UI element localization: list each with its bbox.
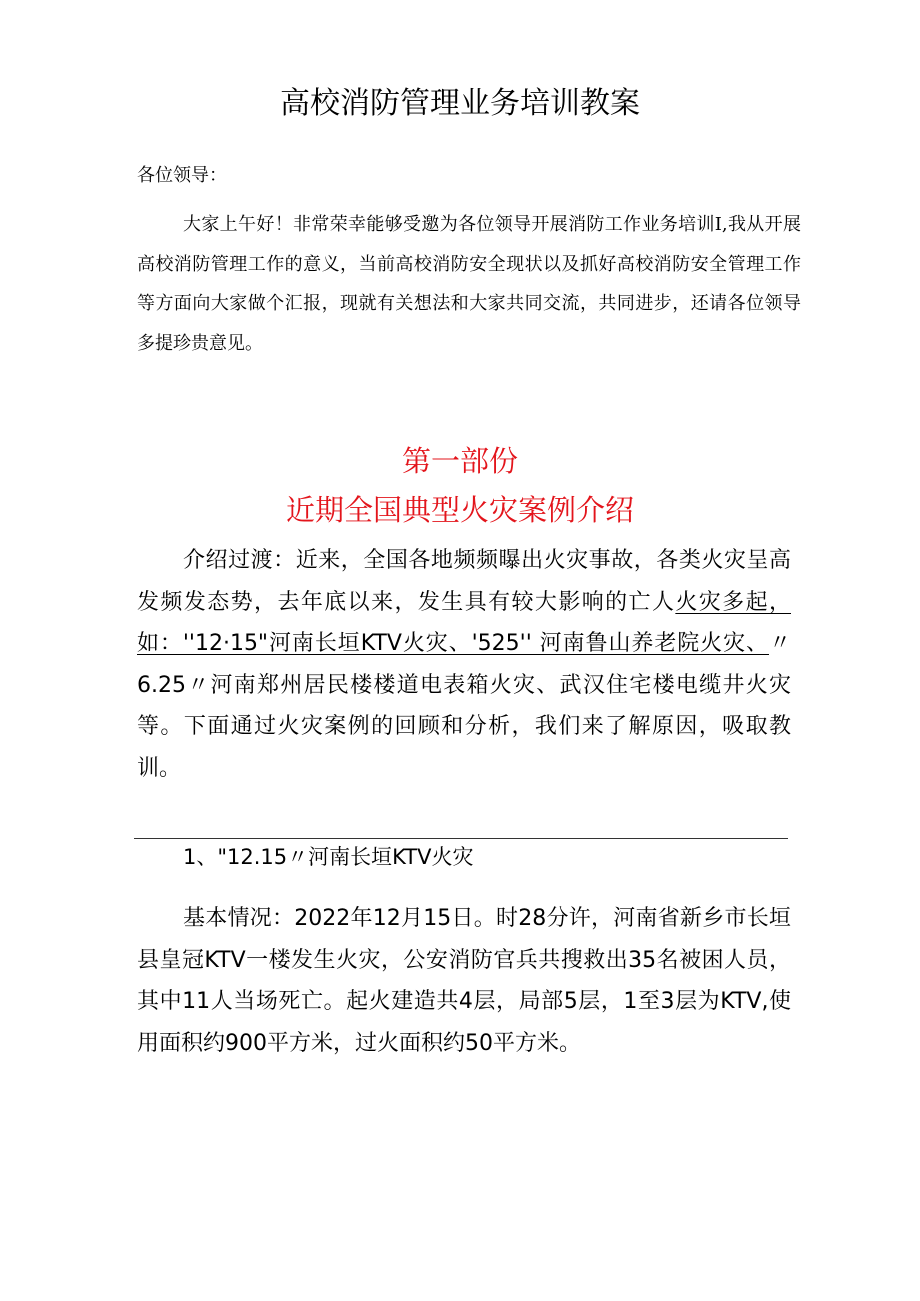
document-title: 高校消防管理业务培训教案 (280, 86, 640, 121)
part-name-heading: 近期全国典型火灾案例介绍 (285, 493, 634, 527)
part-number-heading: 第一部份 (401, 444, 518, 478)
transition-text-before: 介绍过渡：近来，全国各地频频曝出火灾事故，各类火灾呈高发频发态势，去年底以来，发生具有较大影响的亡人 (137, 548, 791, 615)
intro-paragraph: 大家上午好！非常荣幸能够受邀为各位领导开展消防工作业务培训I,我从开展高校消防管理工作的意义，当前高校消防安全现状以及抓好高校消防安全管理工作等方面向大家做个汇报，现就有关想法和大家共同交流，共同进步，还请各位领导多提珍贵意见。 (137, 214, 801, 354)
case-1-heading: 1、"12.15〃河南长垣KTV火灾 (183, 845, 474, 869)
transition-text-after: 〃6.25〃河南郑州居民楼楼道电表箱火灾、武汉住宅楼电缆井火灾等。下面通过火灾案例的回顾和分析，我们来了解原因，吸取教训。 (137, 631, 791, 781)
salutation: 各位领导： (137, 165, 227, 186)
section-divider (134, 838, 788, 839)
transition-paragraph (137, 540, 791, 789)
case-1-basic-info: 基本情况：2022年12月15日。时28分许，河南省新乡市长垣县皇冠KTV一楼发生火灾，公安消防官兵共搜救出35名被困人员，其中11人当场死亡。起火建造共4层，局部5层，1至3层为KTV,使用面积约900平方米，过火面积约50平方米。 (137, 906, 792, 1056)
transition-text-underlined: 火灾多起，如：''12·15"河南长垣KTV火灾、'525'' 河南鲁山养老院火灾、 (137, 589, 791, 656)
